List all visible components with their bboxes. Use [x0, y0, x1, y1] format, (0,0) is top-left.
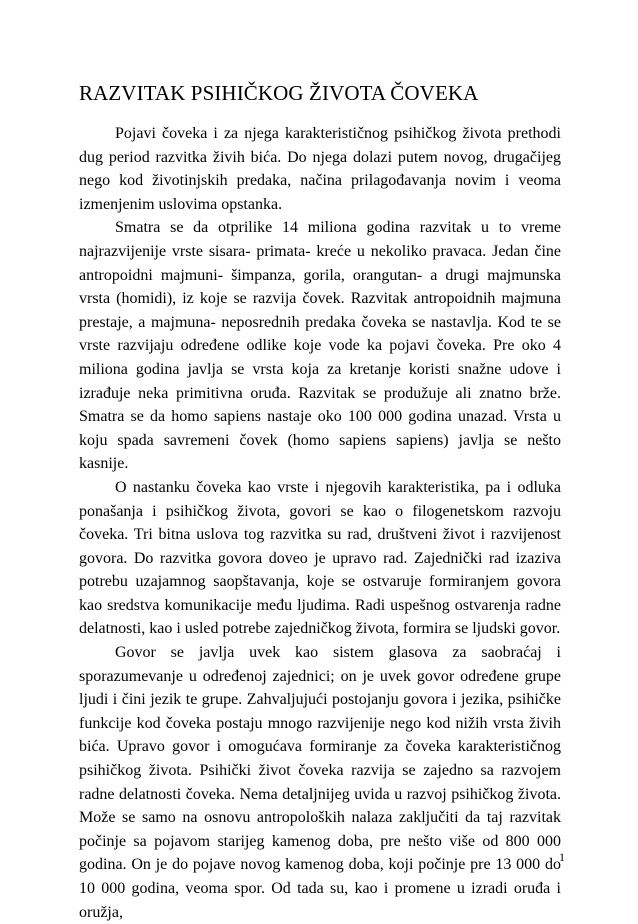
paragraph-4: Govor se javlja uvek kao sistem glasova za saobraćaj i sporazumevanje u određenoj zajednici; on je uvek govor određene grupe ljudi i čini jezik te grupe. Zahvaljujući postojanju govora i jezika, psihičke funkcije kod čoveka postaju mnogo razvijenije nego kod nižih vrsta živih bića. Upravo govor i omogućava formiranje za čoveka karakterističnog psihičkog života. Psihički život čoveka razvija se zajedno sa razvojem radne delatnosti čoveka. Nema detaljnijeg uvida u razvoj psihičkog života. Može se samo na osnovu antropoloških nalaza zaključiti da taj razvitak počinje sa pojavom starijeg kamenog doba, pre nešto više od 800 000 godina. On je do pojave novog kamenog doba, koji počinje pre 13 000 do 10 000 godina, veoma spor. Od tada su, kao i promene u izradi oruđa i oružja, — [79, 644, 561, 921]
paragraph-2: Smatra se da otprilike 14 miliona godina razvitak u to vreme najrazvijenije vrste sisara- primata- kreće u nekoliko pravaca. Jedan čine antropoidni majmuni- šimpanza, gorila, orangutan- a drugi majmunska vrsta (homidi), iz koje se razvija čovek. Razvitak antropoidnih majmuna prestaje, a majmuna- neposrednih predaka čoveka se nastavlja. Kod te se vrste razvijaju određene odlike koje vode ka pojavi čoveka. Pre oko 4 miliona godina javlja se vrsta koja za kretanje koristi snažne udove i izrađuje neka primitivna oruđa. Razvitak se produžuje ali znatno brže. Smatra se da homo sapiens nastaje oko 100 000 godina unazad. Vrsta u koju spada savremeni čovek (homo sapiens sapiens) javlja se nešto kasnije. — [79, 219, 561, 473]
body-text — [79, 122, 561, 924]
paragraph-3: O nastanku čoveka kao vrste i njegovih karakteristika, pa i odluka ponašanja i psihičkog života, govori se kao o filogenetskom razvoju čoveka. Tri bitna uslova tog razvitka su rad, društveni život i razvijenost govora. Do razvitka govora doveo je upravo rad. Zajednički rad izaziva potrebu uzajamnog saopštavanja, koje se ostvaruje formiranjem govora kao sredstva komunikacije među ljudima. Radi uspešnog ostvarenja radne delatnosti, kao i usled potrebe zajedničkog života, formira se ljudski govor. — [79, 478, 561, 638]
page-title: RAZVITAK PSIHIČKOG ŽIVOTA ČOVEKA — [79, 81, 479, 105]
paragraph-1: Pojavi čoveka i za njega karakterističnog psihičkog života prethodi dug period razvitka živih bića. Do njega dolazi putem novog, drugačijeg nego kod životinjskih predaka, načina prilagođavanja novim i veoma izmenjenim uslovima opstanka. — [79, 125, 561, 213]
page-number: 1 — [559, 850, 565, 864]
